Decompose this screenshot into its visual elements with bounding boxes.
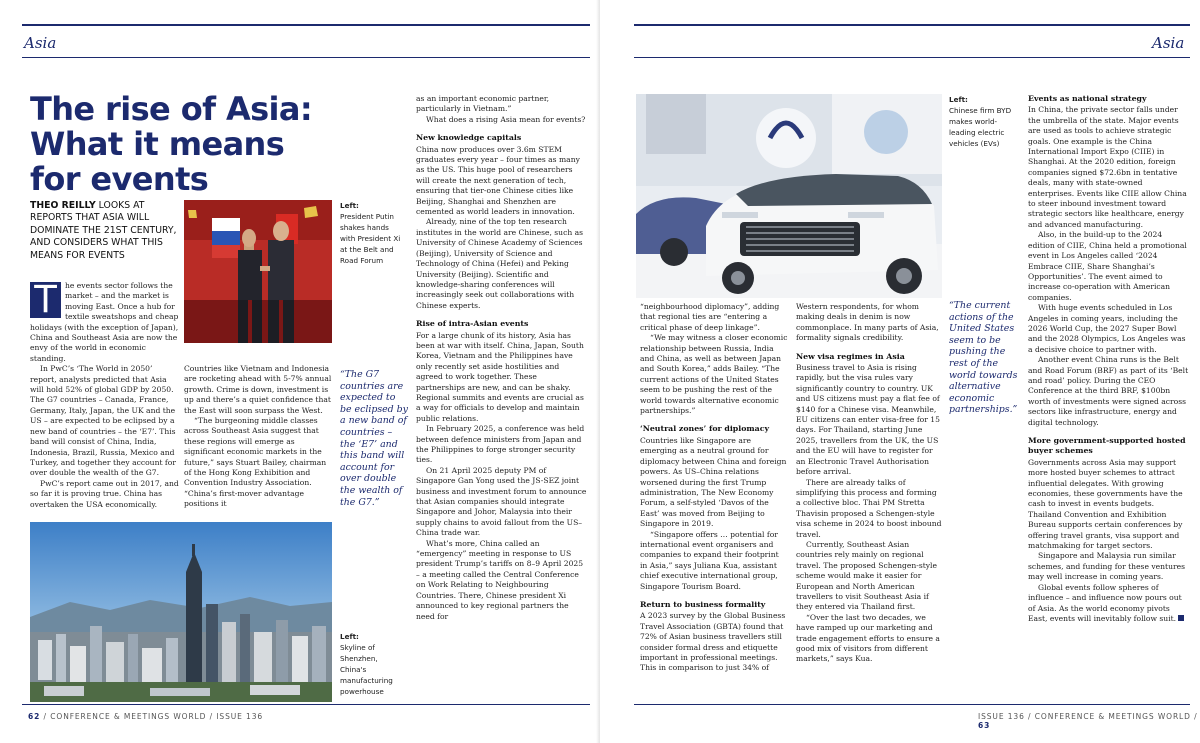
top-rule <box>634 24 1190 26</box>
right-page <box>600 0 1200 743</box>
electric-vehicle-image <box>636 94 942 298</box>
paragraph: There are already talks of simplifying this process and forming a collective bloc. Thai PM Stretta Thavisin proposed a Schengen-style visa scheme in 2024 to boost inbound travel. <box>796 477 942 539</box>
standfirst <box>30 200 180 262</box>
putin-xi-photo <box>184 200 332 343</box>
subheading: New visa regimes in Asia <box>796 351 905 361</box>
column-3 <box>416 94 588 622</box>
paragraph: Business travel to Asia is rising rapidly, but the visa rules vary significantly country to country. UK and US citizens must pay a flat fee of $140 for a Chinese visa. Meanwhile, EU citizens can enter visa-free for 15 days. For Thailand, starting June 2025, travellers from the UK, the US and the EU will have to register for an Electronic Travel Authorisation before arrival. <box>796 363 940 477</box>
subheading: ‘Neutral zones’ for diplomacy <box>640 424 769 434</box>
column-5 <box>796 302 942 665</box>
column-1 <box>30 278 180 510</box>
drop-cap: T <box>30 282 61 318</box>
byd-caption <box>949 94 1021 149</box>
footer-rule <box>22 704 590 705</box>
column-2 <box>184 364 332 510</box>
footer-rule <box>634 704 1190 705</box>
paragraph: For a large chunk of its history, Asia has been at war with itself. China, Japan, South Korea, Vietnam and the Philippines have only recently set aside hostilities and agreed to work together. These partnerships are new, and can be shaky. Regional summits and events are crucial as a way for officials to develop and maintain public relations. <box>416 330 584 423</box>
paragraph: On 21 April 2025 deputy PM of Singapore Gan Yong used the JS-SEZ joint business and investment forum to announce that Asian companies should integrate Singapore and Johor, Malaysia into their supply chains to avoid fallout from the US–China trade war. <box>416 465 587 538</box>
page-number: 62 <box>28 712 41 721</box>
section-label: Asia <box>1152 34 1185 52</box>
paragraph: What does a rising Asia mean for events? <box>426 114 586 124</box>
pull-quote-usa: “The current actions of the United States seem to be pushing the rest of the world towards alternative economic partnerships.” <box>949 300 1018 416</box>
caption-text: Chinese firm BYD makes world-leading electric vehicles (EVs) <box>949 106 1012 148</box>
paragraph: he events sector follows the market – and the market is moving East. Once a hub for textile sweatshops and cheap holidays (with the exception of Japan), China and Southeast Asia are now the envy of the world in economic standing. <box>30 281 179 363</box>
folio-text: / CONFERENCE & MEETINGS WORLD / ISSUE 136 <box>43 712 264 721</box>
pull-quote-g7: “The G7 countries are expected to be eclipsed by a new band of countries – the ‘E7’ and this band will account for over double the wealth of the G7.” <box>340 369 408 508</box>
column-4 <box>640 302 788 674</box>
section-rule <box>22 57 590 58</box>
caption-text: Skyline of Shenzhen, China's manufacturing powerhouse <box>340 643 393 696</box>
paragraph: “neighbourhood diplomacy”, adding that regional ties are “entering a critical phase of deep linkage”. <box>640 302 780 332</box>
right-folio <box>978 712 1200 730</box>
standfirst-text: LOOKS AT REPORTS THAT ASIA WILL DOMINATE THE 21ST CENTURY, AND CONSIDERS WHAT THIS MEANS FOR EVENTS <box>30 200 177 261</box>
skyline-image <box>30 522 332 702</box>
section-rule <box>634 57 1190 58</box>
left-folio <box>28 712 263 721</box>
author-name: THEO REILLY <box>30 200 96 211</box>
paragraph: “The burgeoning middle classes across Southeast Asia suggest that these regions will emerge as significant economic markets in the future,” says Stuart Bailey, chairman of the Hong Kong Exhibition and Convention Industry Association. “China’s first-mover advantage positions it <box>184 416 327 509</box>
paragraph: What’s more, China called an “emergency” meeting in response to US president Trump’s tariffs on 8–9 April 2025 – a meeting called the Central Conference on Work Relating to Neighbouring Countries. There, Chinese president Xi announced to key regional partners the need for <box>416 538 584 621</box>
paragraph: With huge events scheduled in Los Angeles in coming years, including the 2026 World Cup, the 2027 Super Bowl and the 2028 Olympics, Los Angeles was a decisive choice to partner with. <box>1028 303 1186 354</box>
paragraph: Governments across Asia may support more hosted buyer schemes to attract influential delegates. With growing economies, these governments have the cash to invest in events budgets. Thailand Convention and Exhibition Bureau supports certain conferences by offering travel grants, visa support and matchmaking for target sectors. <box>1028 457 1183 551</box>
putin-caption <box>340 200 406 266</box>
shenzhen-photo <box>30 522 332 702</box>
paragraph: “Singapore offers … potential for international event organisers and companies to expand their footprint in Asia,” says Juliana Kua, assistant chief executive international group, Singapore Tourism Board. <box>640 529 779 591</box>
paragraph: PwC’s report came out in 2017, and so far it is proving true. China has overtaken the USA economically. <box>30 478 179 509</box>
paragraph: Singapore and Malaysia run similar schemes, and funding for these ventures may well increase in coming years. <box>1028 551 1185 582</box>
shenzhen-caption <box>340 631 406 697</box>
paragraph: Countries like Singapore are emerging as a neutral ground for diplomacy between China and foreign powers. As US–China relations worsened during the first Trump administration, The New Economy Forum, a self-styled ‘Davos of the East’ was moved from Beijing to Singapore in 2019. <box>640 435 787 529</box>
paragraph: In February 2025, a conference was held between defence ministers from Japan and the Philippines to forge stronger security ties. <box>416 424 585 465</box>
paragraph: China now produces over 3.6m STEM graduates every year – four times as many as the US. This huge pool of researchers will create the next generation of tech, ensuring that tier-one Chinese cities like Beijing, Shanghai and Shenzhen are cemented as world leaders in innovation. <box>416 144 580 217</box>
paragraph: In China, the private sector falls under the umbrella of the state. Major events are used as tools to achieve strategic goals. One example is the China International Import Expo (CIIE) in Shanghai. At the 2020 edition, foreign companies signed $72.6bn in tentative deals, many with state-owned enterprises. Events like CIIE allow China to steer inbound investment toward strategic sectors like healthcare, energy and advanced manufacturing. <box>1028 105 1187 229</box>
handshake-image <box>184 200 332 343</box>
byd-photo <box>636 94 942 298</box>
last-paragraph <box>1028 583 1190 625</box>
paragraph: Western respondents, for whom making deals in denim is now commonplace. In many parts of Asia, formality signals credibility. <box>796 302 939 343</box>
paragraph: Also, in the build-up to the 2024 edition of CIIE, China held a promotional event in Los Angeles called ‘2024 Embrace CIIE, Share Shanghai’s Opportunities’. The event aimed to increase co-operation with American companies. <box>1028 230 1187 302</box>
paragraph: “Over the last two decades, we have ramped up our marketing and trade engagement efforts to ensure a good mix of visitors from different markets,” says Kua. <box>796 612 940 664</box>
section-label: Asia <box>24 34 57 52</box>
subheading: Rise of intra-Asian events <box>416 319 529 329</box>
subheading: New knowledge capitals <box>416 133 522 143</box>
paragraph: Already, nine of the top ten research institutes in the world are Chinese, such as University of Chinese Academy of Sciences (Beijing), University of Science and Technology of China (Hefei) and Peking University (Beijing). Scientific and knowledge-sharing conferences will increasingly seek out collaborations with Chinese experts. <box>416 217 584 310</box>
end-mark-icon <box>1178 615 1184 621</box>
subheading: More government-supported hosted buyer schemes <box>1028 436 1186 456</box>
column-6 <box>1028 94 1190 624</box>
paragraph: Countries like Vietnam and Indonesia are rocketing ahead with 5-7% annual growth. Crime is down, investment is up and there’s a quiet confidence that the East will soon surpass the West. <box>184 364 332 415</box>
article-title: The rise of Asia: What it means for events <box>30 90 313 198</box>
subheading: Return to business formality <box>640 599 766 609</box>
caption-label: Left: <box>340 201 359 210</box>
paragraph: Currently, Southeast Asian countries rely mainly on regional travel. The proposed Schengen-style scheme would make it easier for European and North American travellers to visit Southeast Asia if they entered via Thailand first. <box>796 539 937 612</box>
page-number: 63 <box>978 721 991 730</box>
paragraph: as an important economic partner, particularly in Vietnam.” <box>416 94 550 114</box>
top-rule <box>22 24 590 26</box>
caption-label: Left: <box>949 95 968 104</box>
paragraph: A 2023 survey by the Global Business Travel Association (GBTA) found that 72% of Asian business travellers still consider formal dress and etiquette important in professional meetings. This in comparison to just 34% of <box>640 611 786 673</box>
paragraph: “We may witness a closer economic relationship between Russia, India and China, as well as between Japan and South Korea,” adds Bailey. “The current actions of the United States seem to be pushing the rest of the world towards alternative economic partnerships.” <box>640 333 788 416</box>
paragraph: Another event China runs is the Belt and Road Forum (BRF) as part of its ‘Belt and road’ policy. During the CEO Conference at the third BRF, $100bn worth of investments were signed across sectors like infrastructure, energy and digital technology. <box>1028 355 1189 427</box>
subheading: Events as national strategy <box>1028 94 1147 103</box>
paragraph: In PwC’s ‘The World in 2050’ report, analysts predicted that Asia will hold 52% of global GDP by 2050. The G7 countries – Canada, France, Germany, Italy, Japan, the UK and the US – are expected to be eclipsed by a new band of countries – the ‘E7’. This band will consist of China, India, Indonesia, Brazil, Russia, Mexico and Turkey, and together they account for over double the wealth of the G7. <box>30 364 176 478</box>
caption-label: Left: <box>340 632 359 641</box>
folio-text: ISSUE 136 / CONFERENCE & MEETINGS WORLD / <box>978 712 1198 721</box>
caption-text: President Putin shakes hands with President Xi at the Belt and Road Forum <box>340 212 401 265</box>
paragraph-text: Global events follow spheres of influence – and influence now pours out of Asia. As the world economy pivots East, events will inevitably follow suit. <box>1028 582 1182 623</box>
